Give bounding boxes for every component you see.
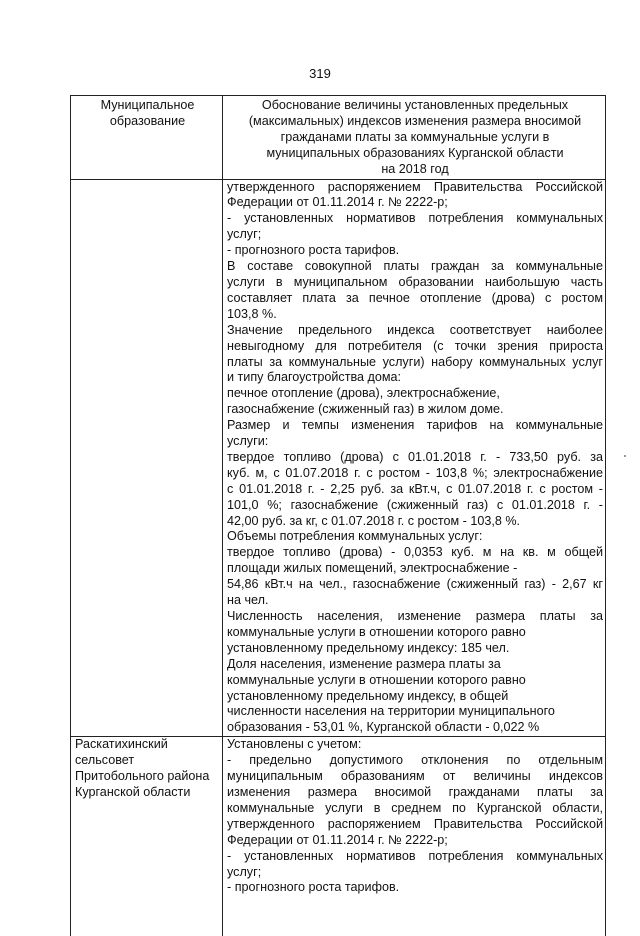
justification-cell [223, 737, 606, 936]
table-header-row [71, 96, 606, 180]
text-line: 42,00 руб. за кг, с 01.07.2018 г. с ростом - 103,8 %. [227, 513, 521, 528]
text-line: - предельно допустимого отклонения по отдельным [227, 753, 603, 768]
text-line: и типу благоустройства дома: [227, 370, 402, 385]
text-line: Объемы потребления коммунальных услуг: [227, 529, 483, 544]
municipality-line: Курганской области [75, 784, 191, 799]
text-line: - установленных нормативов потребления коммунальных [227, 848, 603, 863]
header-line: Обоснование величины установленных предельных [261, 98, 569, 112]
text-line: утвержденного распоряжением Правительства Российской [227, 179, 603, 194]
text-line: Значение предельного индекса соответствует наиболее [227, 322, 603, 337]
header-line: муниципальных образованиях Курганской области [266, 145, 564, 160]
text-line: изменения размера вносимой гражданами платы за [227, 784, 603, 799]
header-line: на 2018 год [381, 161, 449, 176]
text-line: 103,8 %. [227, 306, 277, 321]
municipality-line: Раскатихинский [75, 737, 168, 752]
table-row [71, 737, 606, 936]
header-line: (максимальных) индексов изменения размера вносимой [248, 113, 582, 128]
text-line: коммунальные услуги в отношении которого равно [227, 672, 526, 687]
header-municipality [71, 96, 223, 180]
text-line: - прогнозного роста тарифов. [227, 880, 400, 895]
page-number: 319 [309, 66, 331, 81]
text-line: услуг; [227, 227, 262, 242]
header-justification [223, 96, 606, 180]
text-line: Численность населения, изменение размера платы за [227, 609, 603, 623]
text-line: газоснабжение (сжиженный газ) в жилом доме. [227, 402, 504, 417]
text-line: услуги в муниципальном образовании наибольшую часть [227, 274, 603, 289]
scan-artifact [624, 455, 626, 457]
text-line: установленному предельному индексу, в общей [227, 688, 509, 703]
header-line: гражданами платы за коммунальные услуги в [280, 129, 550, 144]
header-line: Муниципальное [100, 98, 195, 112]
text-line: Федерации от 01.11.2014 г. № 2222-р; [227, 832, 448, 847]
municipality-line: Притобольного района [75, 769, 210, 784]
text-line: В составе совокупной платы граждан за коммунальные [227, 259, 603, 274]
text-line: Размер и темпы изменения тарифов на коммунальные [227, 418, 603, 433]
text-line: твердое топливо (дрова) с 01.01.2018 г. - 733,50 руб. за [227, 449, 603, 464]
text-line: утвержденного распоряжением Правительства Российской [227, 816, 603, 831]
text-line: печное отопление (дрова), электроснабжение, [227, 386, 500, 401]
text-line: твердое топливо (дрова) - 0,0353 куб. м на кв. м общей [227, 545, 603, 560]
text-line: на чел. [227, 593, 269, 608]
text-line: установленному предельному индексу: 185 чел. [227, 640, 510, 655]
text-line: 54,86 кВт.ч на чел., газоснабжение (сжиженный газ) - 2,67 кг [227, 577, 603, 592]
text-line: коммунальные услуги в среднем по Курганской области, [227, 800, 603, 815]
text-line: платы за коммунальные услуги) набору коммунальных услуг [227, 354, 603, 369]
text-line: Федерации от 01.11.2014 г. № 2222-р; [227, 195, 448, 210]
table-row-continuation [71, 179, 606, 737]
justification-cell [223, 179, 606, 737]
municipality-cell [71, 737, 223, 936]
header-line: образование [109, 113, 186, 128]
text-line: - установленных нормативов потребления коммунальных [227, 211, 603, 226]
tariff-index-table [70, 95, 606, 936]
text-line: площади жилых помещений, электроснабжение - [227, 561, 518, 576]
text-line: с 01.01.2018 г. - 2,25 руб. за кВт.ч, с 01.07.2018 г. с ростом - [227, 481, 603, 496]
text-line: куб. м, с 01.07.2018 г. с ростом - 103,8 %; электроснабжение [227, 465, 603, 480]
text-line: - прогнозного роста тарифов. [227, 243, 400, 258]
text-line: 101,0 %; газоснабжение (сжиженный газ) с 01.01.2018 г. - [227, 497, 603, 512]
text-line: составляет плата за печное отопление (дрова) с ростом [227, 290, 603, 305]
text-line: муниципальным образованиям от величины индексов [227, 769, 603, 784]
text-line: образования - 53,01 %, Курганской области - 0,022 % [227, 720, 540, 735]
text-line: невыгодному для потребителя (с точки зрения прироста [227, 338, 603, 353]
text-line: Доля населения, изменение размера платы за [227, 656, 501, 671]
municipality-line: сельсовет [75, 753, 135, 768]
text-line: коммунальные услуги в отношении которого равно [227, 624, 526, 639]
text-line: услуги: [227, 434, 269, 449]
text-line: численности населения на территории муниципального [227, 704, 555, 719]
text-line: Установлены с учетом: [227, 737, 362, 752]
municipality-cell-empty [71, 179, 223, 737]
text-line: услуг; [227, 864, 262, 879]
